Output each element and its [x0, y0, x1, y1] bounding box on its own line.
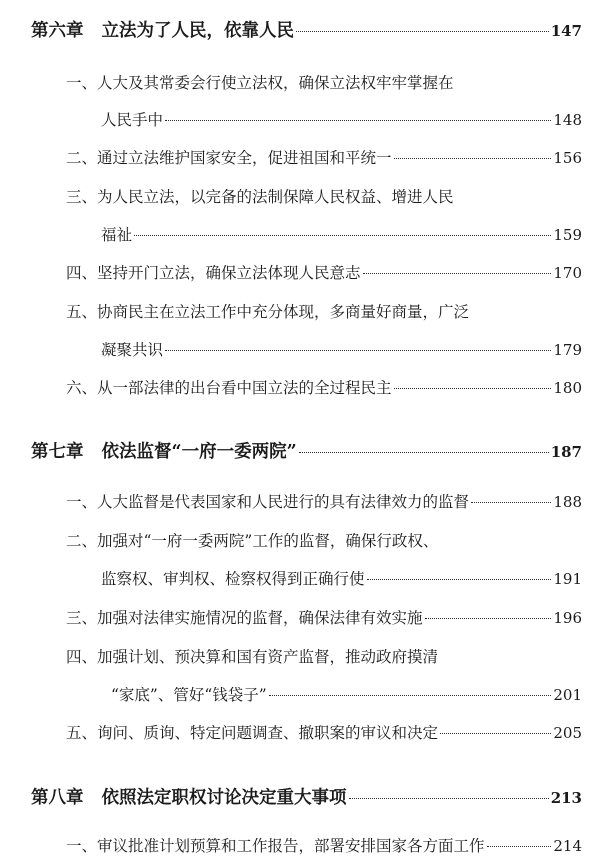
chapter-heading[interactable]	[31, 17, 582, 42]
leader-dots	[394, 158, 552, 159]
toc-entry[interactable]	[66, 146, 582, 168]
toc-entry[interactable]	[66, 606, 582, 628]
toc-entry-text: 五、协商民主在立法工作中充分体现，多商量好商量，广泛	[66, 303, 470, 321]
leader-dots	[487, 846, 552, 847]
chapter-heading[interactable]	[31, 784, 582, 809]
page-number: 191	[553, 570, 582, 588]
toc-entry-continuation[interactable]	[101, 223, 582, 245]
toc-entry-continuation[interactable]	[101, 338, 582, 360]
toc-entry[interactable]	[66, 834, 582, 856]
page-number: 214	[553, 837, 582, 855]
leader-dots	[165, 350, 551, 351]
toc-entry[interactable]	[66, 529, 438, 551]
leader-dots	[269, 695, 552, 696]
leader-dots	[296, 31, 549, 32]
page-number: 147	[550, 22, 582, 40]
toc-entry-text: 六、从一部法律的出台看中国立法的全过程民主	[66, 379, 392, 397]
page-number: 205	[553, 724, 582, 742]
toc-entry-continuation[interactable]	[101, 567, 582, 589]
toc-entry-continuation[interactable]	[101, 108, 582, 130]
toc-entry-text: 监察权、审判权、检察权得到正确行使	[101, 570, 365, 588]
toc-entry-continuation[interactable]	[111, 683, 582, 705]
toc-entry-text: 凝聚共识	[101, 341, 164, 359]
page-number: 156	[553, 149, 582, 167]
leader-dots	[165, 120, 551, 121]
page-number: 196	[553, 609, 582, 627]
leader-dots	[440, 733, 551, 734]
chapter-number: 第八章	[31, 788, 84, 808]
leader-dots	[425, 618, 552, 619]
page-number: 148	[553, 111, 582, 129]
page-number: 213	[550, 789, 582, 807]
toc-entry-text: 三、为人民立法，以完备的法制保障人民权益、增进人民	[66, 188, 454, 206]
page-number: 188	[553, 493, 582, 511]
toc-entry-text: 二、通过立法维护国家安全，促进祖国和平统一	[66, 149, 392, 167]
toc-entry[interactable]	[66, 490, 582, 512]
chapter-title: 依照法定职权讨论决定重大事项	[101, 788, 347, 808]
toc-entry-text: 一、审议批准计划预算和工作报告，部署安排国家各方面工作	[66, 837, 485, 855]
page-number: 179	[553, 341, 582, 359]
toc-entry[interactable]	[66, 71, 454, 93]
toc-entry[interactable]	[66, 300, 469, 322]
page-number: 170	[553, 264, 582, 282]
toc-entry-text: 二、加强对“一府一委两院”工作的监督，确保行政权、	[66, 532, 439, 550]
page-number: 201	[553, 686, 582, 704]
toc-entry-text: “家底”、管好“钱袋子”	[111, 686, 267, 704]
toc-entry[interactable]	[66, 645, 438, 667]
leader-dots	[394, 388, 552, 389]
leader-dots	[134, 235, 551, 236]
toc-entry-text: 福祉	[101, 226, 133, 244]
chapter-number: 第七章	[31, 442, 84, 462]
toc-entry-text: 人民手中	[101, 111, 164, 129]
toc-entry[interactable]	[66, 261, 582, 283]
toc-entry-text: 五、询问、质询、特定问题调查、撤职案的审议和决定	[66, 724, 439, 742]
toc-entry[interactable]	[66, 185, 454, 207]
toc-entry-text: 三、加强对法律实施情况的监督，确保法律有效实施	[66, 609, 423, 627]
chapter-title: 依法监督“一府一委两院”	[101, 442, 297, 462]
leader-dots	[363, 273, 552, 274]
leader-dots	[367, 579, 552, 580]
toc-entry[interactable]	[66, 721, 582, 743]
toc-entry-text: 一、人大监督是代表国家和人民进行的具有法律效力的监督	[66, 493, 470, 511]
toc-entry-text: 四、加强计划、预决算和国有资产监督，推动政府摸清	[66, 648, 439, 666]
leader-dots	[299, 452, 549, 453]
chapter-heading[interactable]	[31, 438, 582, 463]
leader-dots	[471, 502, 551, 503]
toc-entry-text: 一、人大及其常委会行使立法权，确保立法权牢牢掌握在	[66, 74, 454, 92]
toc-entry[interactable]	[66, 376, 582, 398]
page-number: 159	[553, 226, 582, 244]
chapter-title: 立法为了人民，依靠人民	[101, 21, 294, 41]
page-number: 180	[553, 379, 582, 397]
toc-entry-text: 四、坚持开门立法，确保立法体现人民意志	[66, 264, 361, 282]
page-number: 187	[550, 443, 582, 461]
chapter-number: 第六章	[31, 21, 84, 41]
leader-dots	[349, 798, 549, 799]
